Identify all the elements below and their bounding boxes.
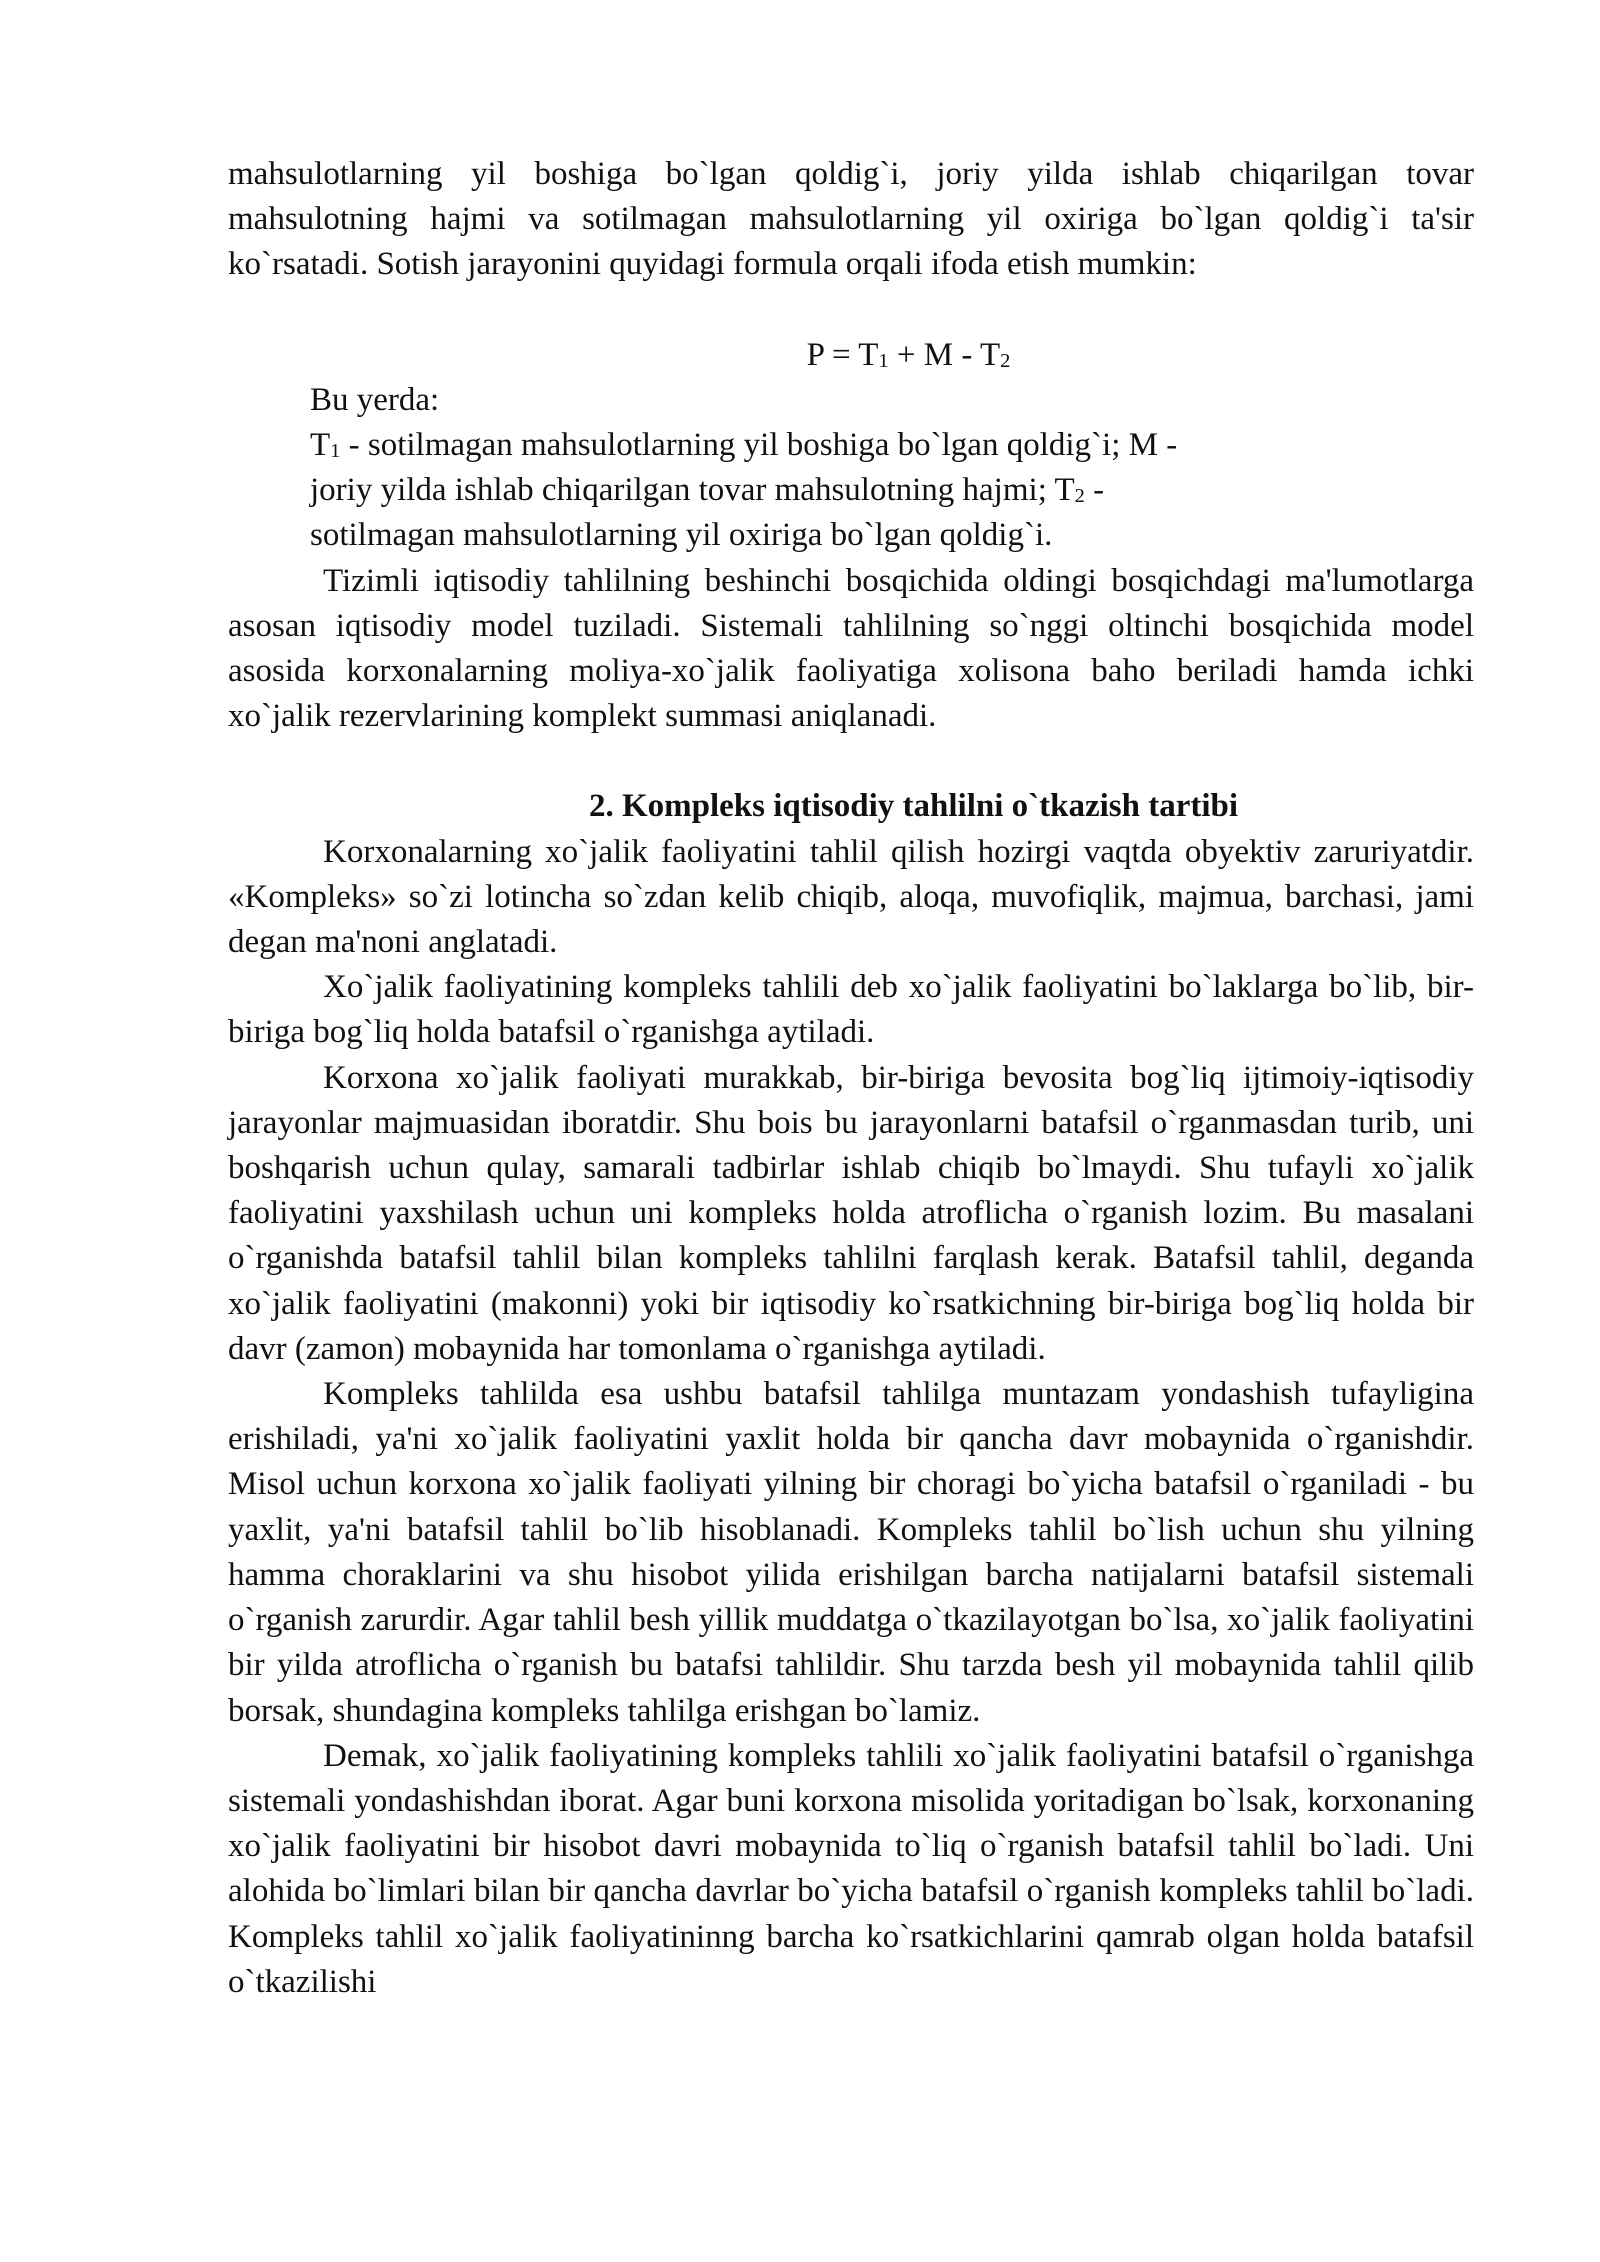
intro-paragraph: mahsulotlarning yil boshiga bo`lgan qoldig`i, joriy yilda ishlab chiqarilgan tovar mahsulotning hajmi va sotilmagan mahsulotlarning yil oxiriga bo`lgan qoldig`i ta'sir ko`rsatadi. Sotish jarayonini quyidagi formula orqali ifoda etish mumkin: <box>228 156 1474 283</box>
formula-part-2: + M - T <box>888 336 1001 373</box>
document-page <box>228 152 1474 2005</box>
definition-2-subscript: 2 <box>1074 485 1085 508</box>
formula-subscript-2: 2 <box>1000 349 1011 372</box>
model-paragraph: Tizimli iqtisodiy tahlilning beshinchi bosqichida oldingi bosqichdagi ma'lumotlarga asosan iqtisodiy model tuziladi. Sistemali tahlilning so`nggi oltinchi bosqichida model asosida korxonalarning moliya-xo`jalik faoliyatiga xolisona baho beriladi hamda ichki xo`jalik rezervlarining komplekt summasi aniqlanadi. <box>228 562 1474 735</box>
formula-part-1: P = T <box>806 336 879 373</box>
section-paragraph: Korxonalarning xo`jalik faoliyatini tahlil qilish hozirgi vaqtda obyektiv zaruriyatdir. «Kompleks» so`zi lotincha so`zdan kelib chiqib, aloqa, muvofiqlik, majmua, barchasi, jami degan ma'noni anglatadi. <box>228 833 1474 961</box>
definition-1-symbol: T <box>310 427 331 464</box>
sales-formula <box>228 333 1474 378</box>
definition-line-2 <box>228 468 1474 513</box>
section-paragraph: Xo`jalik faoliyatining kompleks tahlili deb xo`jalik faoliyatini bo`laklarga bo`lib, bir-biriga bog`liq holda batafsil o`rganishga aytiladi. <box>228 969 1474 1051</box>
definition-line-1 <box>228 423 1474 468</box>
section-heading: 2. Kompleks iqtisodiy tahlilni o`tkazish tartibi <box>588 788 1239 825</box>
definition-1-text: - sotilmagan mahsulotlarning yil boshiga bo`lgan qoldig`i; M - <box>340 427 1178 464</box>
section-paragraph: Korxona xo`jalik faoliyati murakkab, bir-biriga bevosita bog`liq ijtimoiy-iqtisodiy jarayonlar majmuasidan iboratdir. Shu bois bu jarayonlarni batafsil o`rganmasdan turib, uni boshqarish uchun qulay, samarali tadbirlar ishlab chiqib bo`lmaydi. Shu tufayli xo`jalik faoliyatini yaxshilash uchun uni kompleks holda atroflicha o`rganish lozim. Bu masalani o`rganishda batafsil tahlil bilan kompleks tahlilni farqlash kerak. Batafsil tahlil, deganda xo`jalik faoliyatini (makonni) yoki bir iqtisodiy ko`rsatkichning bir-biriga bog`liq holda bir davr (zamon) mobaynida har tomonlama o`rganishga aytiladi. <box>228 1059 1474 1367</box>
section-paragraph: Kompleks tahlilda esa ushbu batafsil tahlilga muntazam yondashish tufayligina erishiladi, ya'ni xo`jalik faoliyatini yaxlit holda bir qancha davr mobaynida o`rganishdir. Misol uchun korxona xo`jalik faoliyati yilning bir choragi bo`yicha batafsil o`rganiladi - bu yaxlit, ya'ni batafsil tahlil bo`lib hisoblanadi. Kompleks tahlil bo`lish uchun shu yilning hamma choraklarini va shu hisobot yilida erishilgan barcha natijalarni batafsil sistemali o`rganish zarurdir. Agar tahlil besh yillik muddatga o`tkazilayotgan bo`lsa, xo`jalik faoliyatini bir yilda atroflicha o`rganish bu batafsi tahlildir. Shu tarzda besh yil mobaynida tahlil qilib borsak, shundagina kompleks tahlilga erishgan bo`lamiz. <box>228 1376 1474 1729</box>
definition-2-text: joriy yilda ishlab chiqarilgan tovar mahsulotning hajmi; T <box>310 472 1075 509</box>
where-label: Bu yerda: <box>310 381 440 418</box>
section-paragraph: Demak, xo`jalik faoliyatining kompleks tahlili xo`jalik faoliyatini batafsil o`rganishga sistemali yondashishdan iborat. Agar buni korxona misolida yoritadigan bo`lsak, korxonaning xo`jalik faoliyatini bir hisobot davri mobaynida to`liq o`rganish batafsil tahlil bo`ladi. Uni alohida bo`limlari bilan bir qancha davrlar bo`yicha batafsil o`rganish kompleks tahlil bo`ladi. Kompleks tahlil xo`jalik faoliyatininng barcha ko`rsatkichlarini qamrab olgan holda batafsil o`tkazilishi <box>228 1737 1474 2000</box>
formula-subscript-1: 1 <box>878 349 889 372</box>
definition-1-subscript: 1 <box>330 440 341 463</box>
definition-2-tail: - <box>1084 472 1105 509</box>
definition-line-3: sotilmagan mahsulotlarning yil oxiriga bo`lgan qoldig`i. <box>310 517 1053 554</box>
